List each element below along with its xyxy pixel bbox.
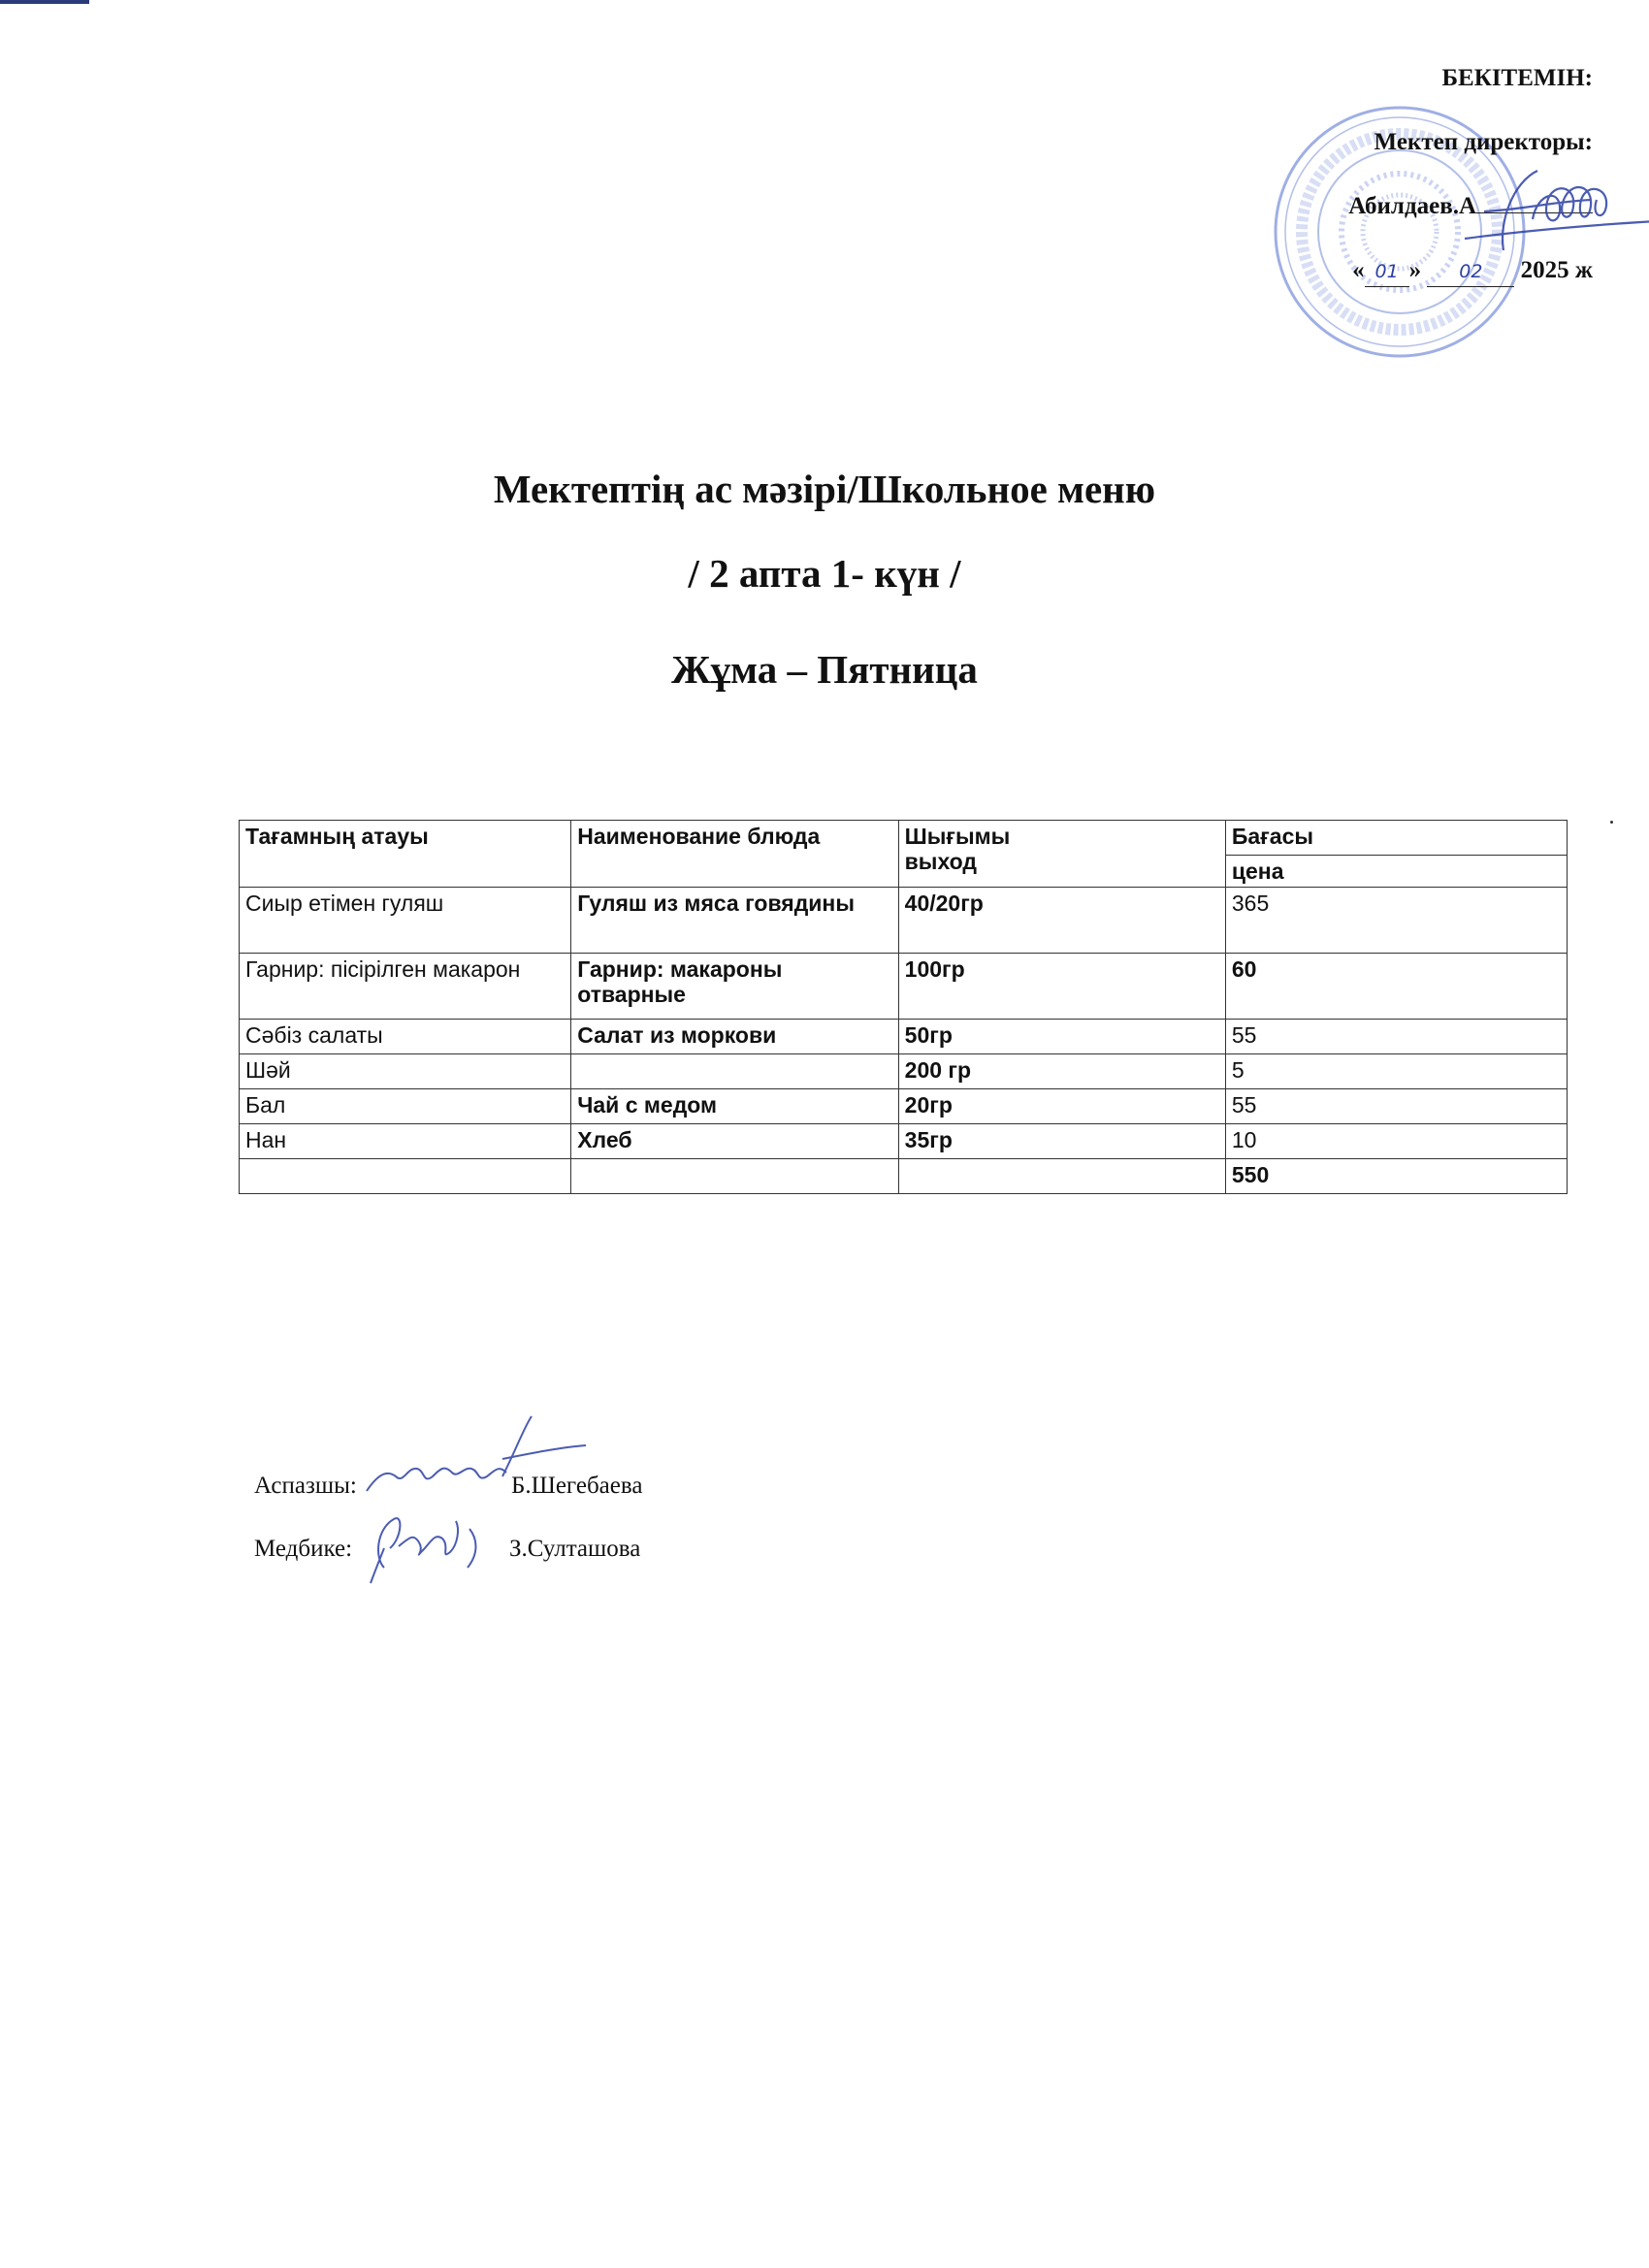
date-month: 02 [1427, 257, 1514, 287]
cook-signature [357, 1409, 590, 1506]
cook-role: Аспазшы: [254, 1473, 357, 1499]
menu-week-day: / 2 апта 1- күн / [688, 551, 961, 596]
nurse-signature-line [254, 1536, 641, 1563]
cell-empty [571, 1159, 898, 1194]
cell-name-kz: Сәбіз салаты [240, 1020, 571, 1054]
header-price-ru: цена [1225, 856, 1567, 888]
menu-title: Мектептің ас мәзірі/Школьное меню [493, 467, 1156, 511]
cell-price: 55 [1225, 1089, 1567, 1124]
header-output: Шығымы выход [898, 821, 1225, 888]
cell-name-ru: Чай с медом [571, 1089, 898, 1124]
stray-dot [1610, 821, 1613, 824]
cell-name-kz: Сиыр етімен гуляш [240, 888, 571, 954]
cell-price: 10 [1225, 1124, 1567, 1159]
cell-name-kz: Нан [240, 1124, 571, 1159]
cell-name-kz: Бал [240, 1089, 571, 1124]
cell-empty [240, 1159, 571, 1194]
cell-price: 55 [1225, 1020, 1567, 1054]
date-year: 2025 ж [1520, 257, 1593, 283]
header-name-kz: Тағамның атауы [240, 821, 571, 888]
table-row [240, 1054, 1568, 1089]
table-row [240, 1020, 1568, 1054]
menu-weekday: Жұма – Пятница [671, 647, 978, 692]
cook-signature-line [254, 1473, 643, 1500]
date-open-quote: « [1352, 257, 1365, 283]
date-day: 01 [1365, 257, 1409, 287]
cell-name-ru: Хлеб [571, 1124, 898, 1159]
nurse-role: Медбике: [254, 1536, 353, 1562]
cook-name: Б.Шегебаева [511, 1473, 643, 1499]
cell-name-kz: Шәй [240, 1054, 571, 1089]
approval-date [1352, 256, 1593, 285]
cell-output: 200 гр [898, 1054, 1225, 1089]
cell-empty [898, 1159, 1225, 1194]
corner-mark [0, 0, 89, 4]
nurse-signature [355, 1500, 501, 1587]
date-close-quote: » [1408, 257, 1422, 283]
cell-name-ru: Гарнир: макароны отварные [571, 954, 898, 1020]
cell-output: 50гр [898, 1020, 1225, 1054]
cell-price: 60 [1225, 954, 1567, 1020]
table-total-row [240, 1159, 1568, 1194]
table-row [240, 954, 1568, 1020]
cell-name-ru: Салат из моркови [571, 1020, 898, 1054]
nurse-name: З.Султашова [509, 1536, 641, 1562]
approval-title: БЕКІТЕМІН: [1441, 65, 1593, 91]
cell-price: 365 [1225, 888, 1567, 954]
cell-price: 5 [1225, 1054, 1567, 1089]
cell-name-kz: Гарнир: пісірілген макарон [240, 954, 571, 1020]
cell-name-ru: Гуляш из мяса говядины [571, 888, 898, 954]
cell-total-price: 550 [1225, 1159, 1567, 1194]
header-name-ru: Наименование блюда [571, 821, 898, 888]
table-row [240, 888, 1568, 954]
menu-table [239, 820, 1568, 1194]
table-row [240, 1089, 1568, 1124]
cell-output: 100гр [898, 954, 1225, 1020]
director-name: Абилдаев.А [1348, 193, 1476, 219]
director-signature [1445, 163, 1649, 260]
cell-output: 40/20гр [898, 888, 1225, 954]
table-header-row [240, 821, 1568, 856]
cell-output: 20гр [898, 1089, 1225, 1124]
director-position: Мектеп директоры: [1374, 129, 1593, 155]
cell-output: 35гр [898, 1124, 1225, 1159]
table-row [240, 1124, 1568, 1159]
header-price-kz: Бағасы [1225, 821, 1567, 856]
cell-name-ru [571, 1054, 898, 1089]
